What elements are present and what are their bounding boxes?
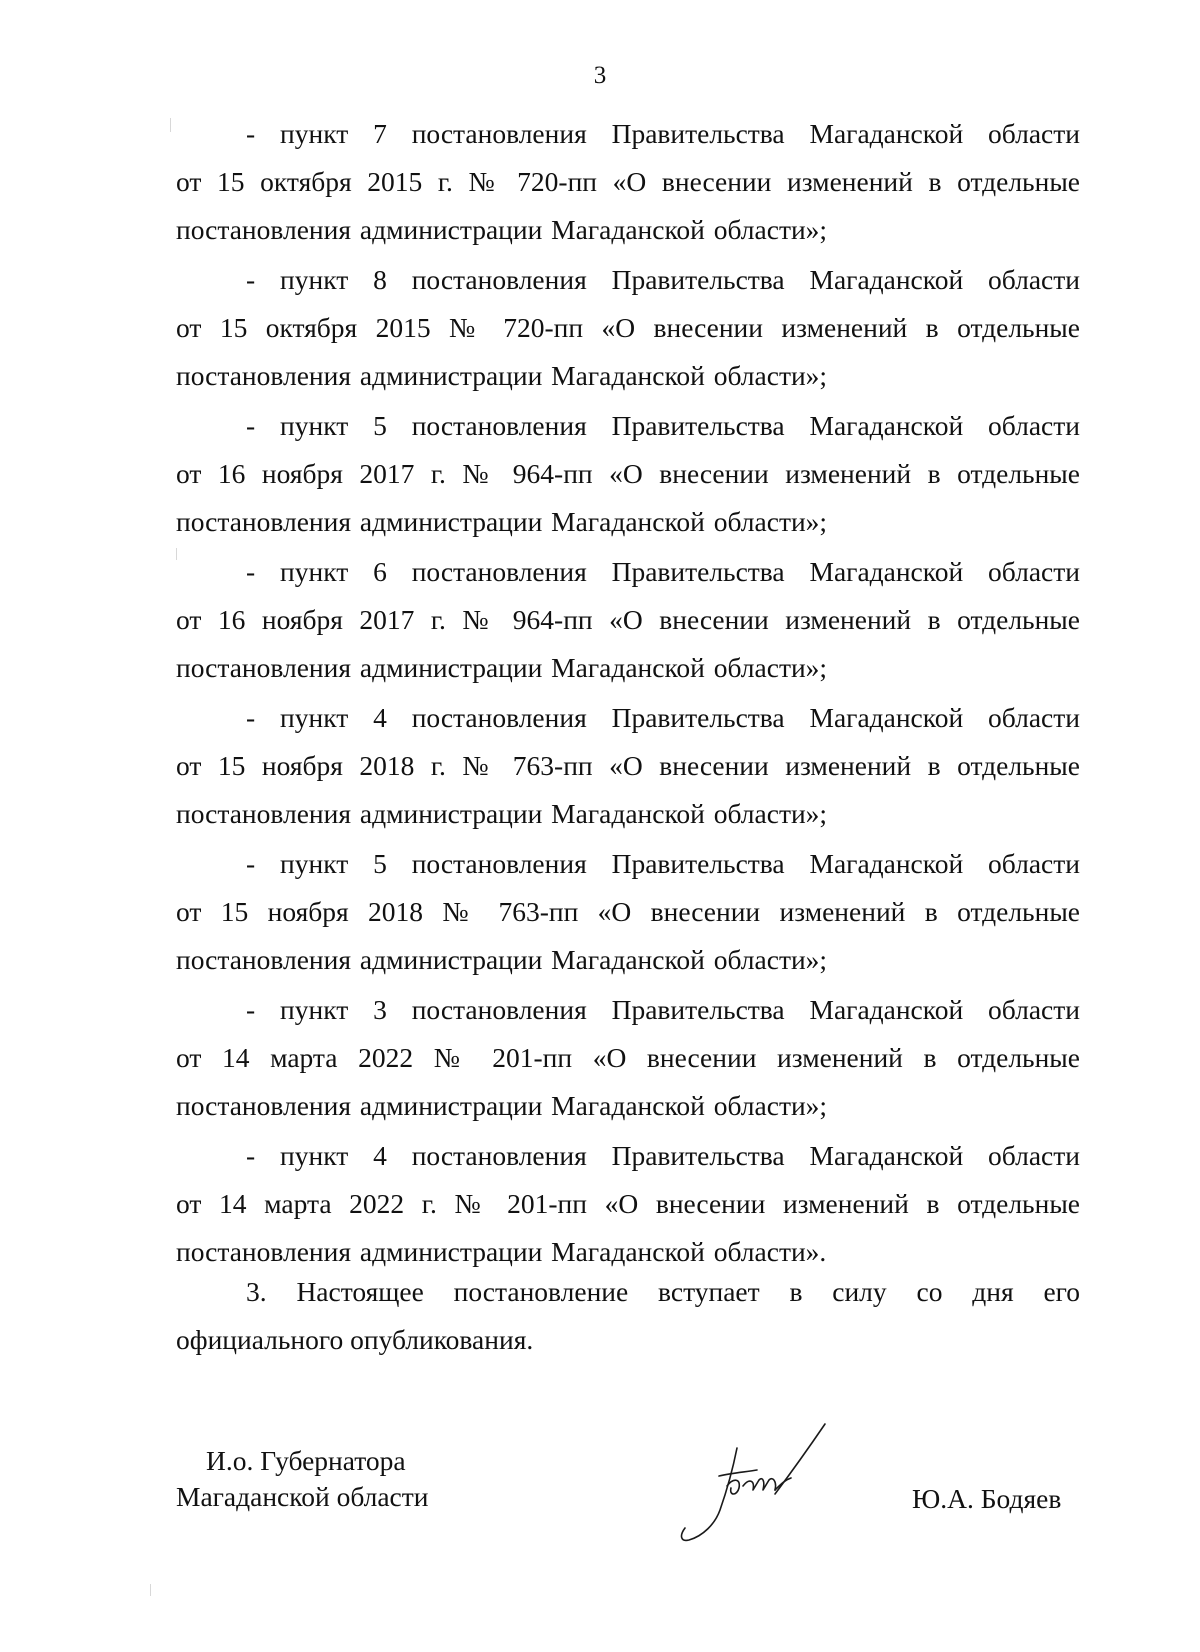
signatory-title-line: Магаданской области: [176, 1481, 429, 1512]
list-item: [176, 1132, 1080, 1276]
list-item-line: - пункт 5 постановления Правительства Магаданской области: [246, 410, 1080, 441]
list-item-line: от 14 марта 2022 г. № 201-пп «О внесении изменений в отдельные: [176, 1188, 1080, 1219]
signatory-title: [176, 1443, 429, 1515]
list-item-line: постановления администрации Магаданской области»;: [176, 944, 828, 975]
list-item-line: от 14 марта 2022 № 201-пп «О внесении изменений в отдельные: [176, 1042, 1080, 1073]
list-item-line: от 15 октября 2015 г. № 720-пп «О внесении изменений в отдельные: [176, 166, 1080, 197]
list-item-line: от 16 ноября 2017 г. № 964-пп «О внесении изменений в отдельные: [176, 604, 1080, 635]
list-item-line: постановления администрации Магаданской области»;: [176, 798, 828, 829]
list-item-line: постановления администрации Магаданской области».: [176, 1236, 827, 1267]
closing-line: официального опубликования.: [176, 1324, 534, 1355]
list-item-line: постановления администрации Магаданской области»;: [176, 506, 828, 537]
scan-edge-mark: [150, 1584, 151, 1596]
list-item-line: - пункт 4 постановления Правительства Магаданской области: [246, 702, 1080, 733]
list-item-line: от 15 октября 2015 № 720-пп «О внесении изменений в отдельные: [176, 312, 1080, 343]
list-item-line: постановления администрации Магаданской области»;: [176, 360, 828, 391]
scan-edge-mark: [170, 118, 171, 132]
list-item-line: постановления администрации Магаданской области»;: [176, 652, 828, 683]
list-item-line: - пункт 7 постановления Правительства Магаданской области: [246, 118, 1080, 149]
list-item-line: от 15 ноября 2018 № 763-пп «О внесении изменений в отдельные: [176, 896, 1080, 927]
repealed-items-list: [176, 110, 1080, 1278]
page-number: 3: [593, 62, 607, 89]
list-item-line: от 16 ноября 2017 г. № 964-пп «О внесении изменений в отдельные: [176, 458, 1080, 489]
list-item: [176, 110, 1080, 254]
list-item: [176, 402, 1080, 546]
signatory-title-line: И.о. Губернатора: [206, 1445, 406, 1476]
list-item: [176, 256, 1080, 400]
list-item-line: - пункт 3 постановления Правительства Магаданской области: [246, 994, 1080, 1025]
list-item: [176, 694, 1080, 838]
handwritten-signature: [675, 1418, 855, 1548]
list-item-line: - пункт 8 постановления Правительства Магаданской области: [246, 264, 1080, 295]
scan-edge-mark: [176, 548, 177, 560]
closing-line: 3. Настоящее постановление вступает в силу со дня его: [246, 1276, 1080, 1307]
signatory-name: Ю.А. Бодяев: [912, 1483, 1062, 1514]
list-item-line: - пункт 4 постановления Правительства Магаданской области: [246, 1140, 1080, 1171]
list-item: [176, 840, 1080, 984]
list-item: [176, 548, 1080, 692]
list-item: [176, 986, 1080, 1130]
closing-paragraph: [176, 1268, 1080, 1364]
list-item-line: постановления администрации Магаданской области»;: [176, 214, 828, 245]
list-item-line: - пункт 6 постановления Правительства Магаданской области: [246, 556, 1080, 587]
list-item-line: - пункт 5 постановления Правительства Магаданской области: [246, 848, 1080, 879]
list-item-line: от 15 ноября 2018 г. № 763-пп «О внесении изменений в отдельные: [176, 750, 1080, 781]
list-item-line: постановления администрации Магаданской области»;: [176, 1090, 828, 1121]
